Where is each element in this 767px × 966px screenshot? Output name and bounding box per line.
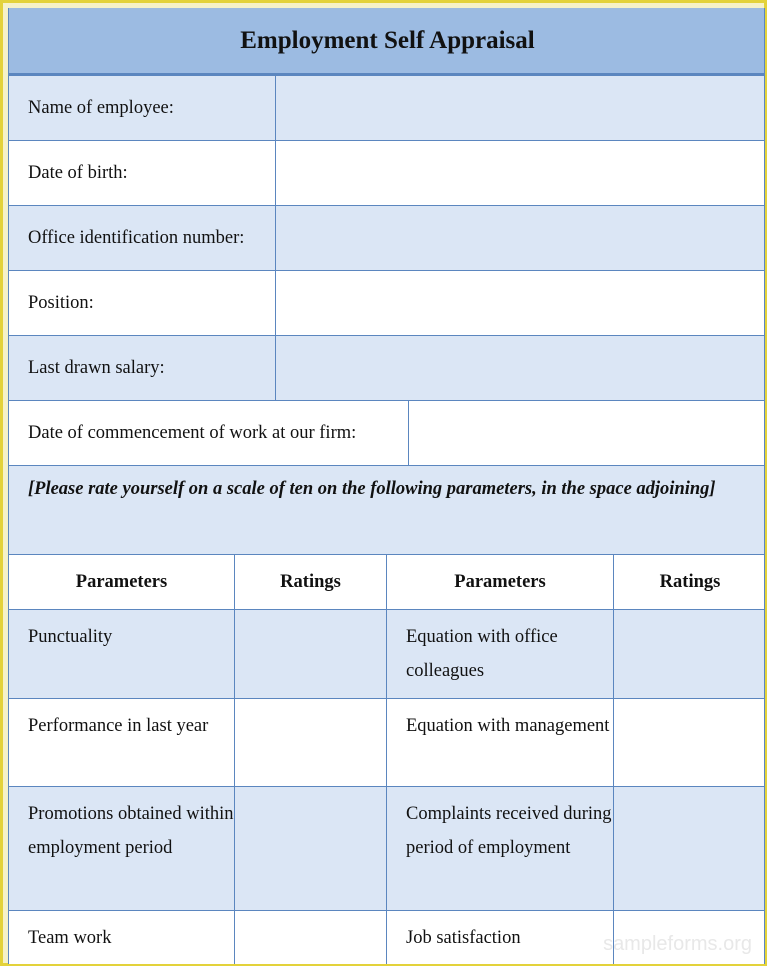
field-input-office-id[interactable] [276, 206, 765, 271]
rating-team-work[interactable] [235, 911, 387, 964]
rating-complaints[interactable] [614, 787, 765, 911]
field-label-position: Position: [9, 271, 276, 336]
header-parameters-1: Parameters [9, 555, 235, 610]
appraisal-form [8, 8, 765, 964]
param-performance: Performance in last year [9, 699, 235, 787]
param-office-colleagues: Equation with office colleagues [387, 610, 614, 699]
form-title: Employment Self Appraisal [9, 8, 765, 76]
field-input-position[interactable] [276, 271, 765, 336]
field-input-dob[interactable] [276, 141, 765, 206]
field-input-salary[interactable] [276, 336, 765, 401]
field-label-office-id: Office identification number: [9, 206, 276, 271]
rating-instruction: [Please rate yourself on a scale of ten on the following parameters, in the space adjoining] [9, 466, 765, 555]
field-label-salary: Last drawn salary: [9, 336, 276, 401]
rating-punctuality[interactable] [235, 610, 387, 699]
field-label-name: Name of employee: [9, 76, 276, 141]
param-punctuality: Punctuality [9, 610, 235, 699]
header-parameters-2: Parameters [387, 555, 614, 610]
field-label-commencement: Date of commencement of work at our firm: [9, 401, 409, 466]
rating-promotions[interactable] [235, 787, 387, 911]
rating-performance[interactable] [235, 699, 387, 787]
header-ratings-1: Ratings [235, 555, 387, 610]
param-team-work: Team work [9, 911, 235, 964]
watermark: sampleforms.org [603, 933, 752, 955]
param-promotions: Promotions obtained within employment period [9, 787, 235, 911]
param-complaints: Complaints received during period of employment [387, 787, 614, 911]
field-input-commencement[interactable] [409, 401, 765, 466]
header-ratings-2: Ratings [614, 555, 765, 610]
param-management: Equation with management [387, 699, 614, 787]
field-label-dob: Date of birth: [9, 141, 276, 206]
rating-management[interactable] [614, 699, 765, 787]
rating-office-colleagues[interactable] [614, 610, 765, 699]
param-job-satisfaction: Job satisfaction [387, 911, 614, 964]
field-input-name[interactable] [276, 76, 765, 141]
